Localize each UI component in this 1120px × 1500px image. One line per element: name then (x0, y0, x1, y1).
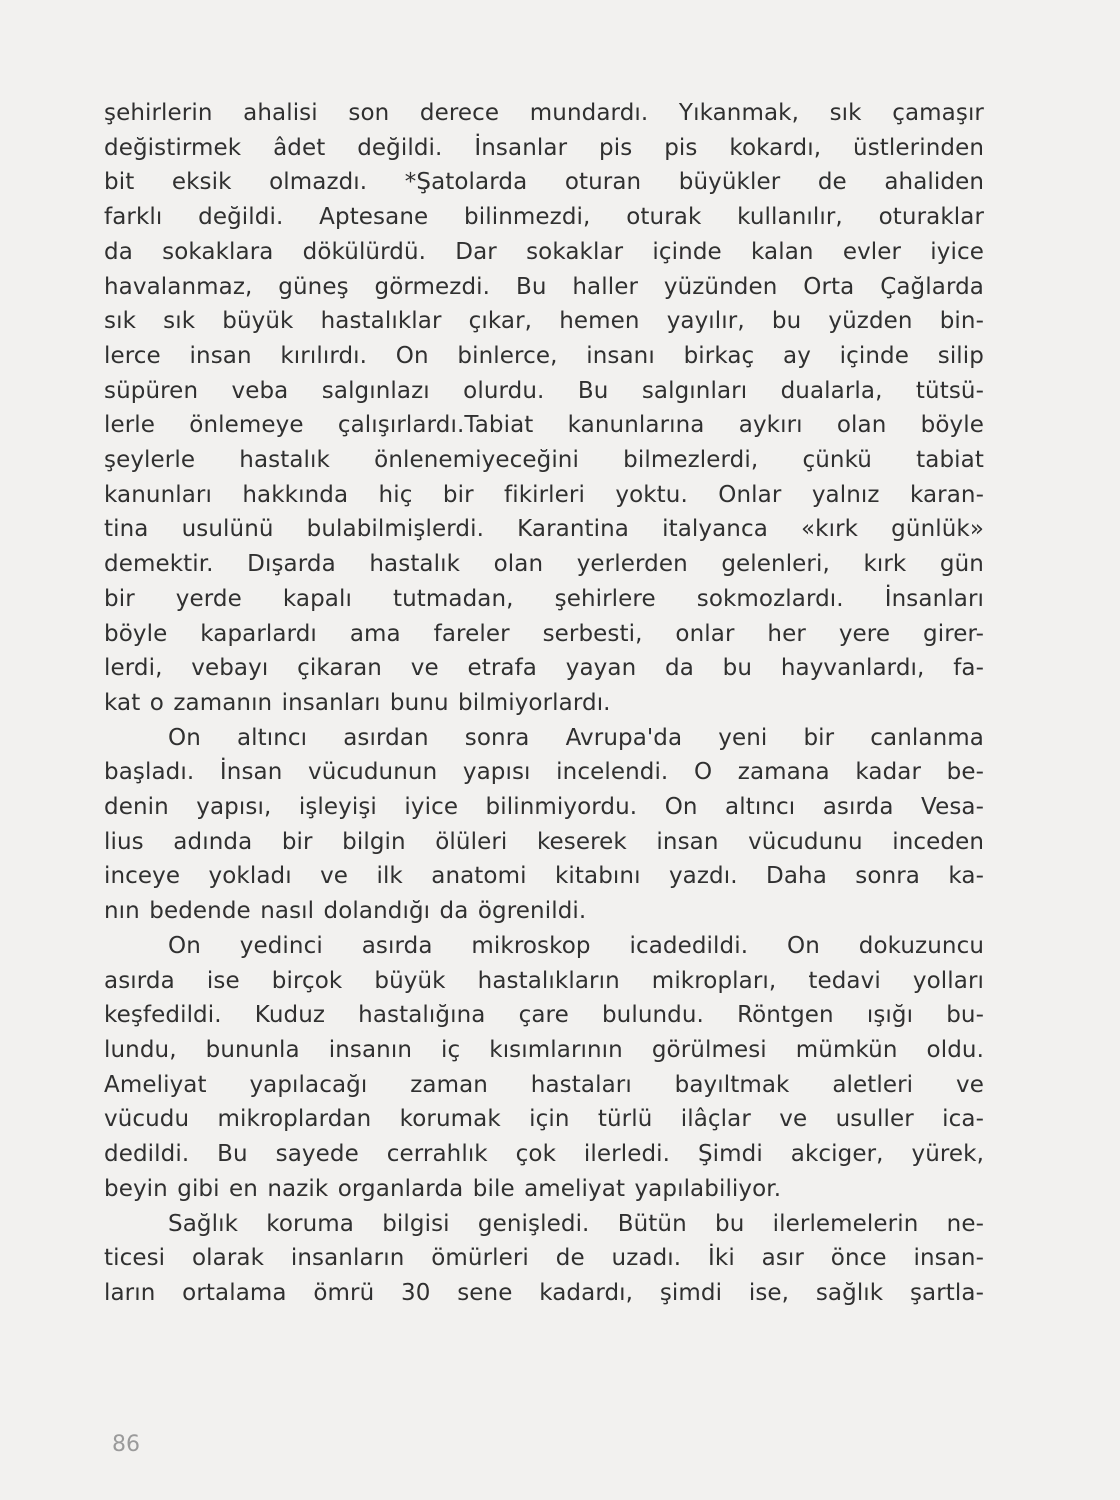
text-line: lius adında bir bilgin ölüleri keserek insan vücudunu inceden (104, 828, 984, 855)
paragraph-start-line: Sağlık koruma bilgisi genişledi. Bütün bu ilerlemelerin ne- (168, 1210, 984, 1237)
text-line: tina usulünü bulabilmişlerdi. Karantina italyanca «kırk günlük» (104, 516, 984, 543)
text-line: şehirlerin ahalisi son derece mundardı. Yıkanmak, sık çamaşır (104, 100, 984, 126)
text-line: farklı değildi. Aptesane bilinmezdi, oturak kullanılır, oturaklar (104, 204, 984, 231)
text-line: dedildi. Bu sayede cerrahlık çok ilerledi. Şimdi akciger, yürek, (104, 1141, 984, 1168)
text-line: başladı. İnsan vücudunun yapısı incelendi. O zamana kadar be- (104, 759, 984, 786)
text-line: beyin gibi en nazik organlarda bile ameliyat yapılabiliyor. (104, 1175, 782, 1202)
text-line: ticesi olarak insanların ömürleri de uzadı. İki asır önce insan- (104, 1245, 984, 1272)
text-line: kat o zamanın insanları bunu bilmiyorlardı. (104, 689, 611, 716)
text-line: süpüren veba salgınlazı olurdu. Bu salgınları dualarla, tütsü- (104, 377, 984, 404)
text-line: bit eksik olmazdı. *Şatolarda oturan büyükler de ahaliden (104, 169, 984, 196)
page-number: 86 (112, 1432, 140, 1457)
text-line: sık sık büyük hastalıklar çıkar, hemen yayılır, bu yüzden bin- (104, 308, 984, 335)
text-line: kanunları hakkında hiç bir fikirleri yoktu. Onlar yalnız karan- (104, 481, 984, 508)
text-line: nın bedende nasıl dolandığı da ögrenildi. (104, 898, 587, 925)
text-line: asırda ise birçok büyük hastalıkların mikropları, tedavi yolları (104, 967, 984, 994)
text-line: vücudu mikroplardan korumak için türlü ilâçlar ve usuller ica- (104, 1106, 984, 1133)
paragraph-start-line: On altıncı asırdan sonra Avrupa'da yeni bir canlanma (168, 724, 984, 751)
text-line: şeylerle hastalık önlenemiyeceğini bilmezlerdi, çünkü tabiat (104, 447, 984, 474)
text-line: demektir. Dışarda hastalık olan yerlerden gelenleri, kırk gün (104, 551, 984, 578)
text-line: keşfedildi. Kuduz hastalığına çare bulundu. Röntgen ışığı bu- (104, 1002, 984, 1029)
text-line: ların ortalama ömrü 30 sene kadardı, şimdi ise, sağlık şartla- (104, 1279, 984, 1306)
text-line: inceye yokladı ve ilk anatomi kitabını yazdı. Daha sonra ka- (104, 863, 984, 890)
text-line: lerce insan kırılırdı. On binlerce, insanı birkaç ay içinde silip (104, 342, 984, 369)
text-line: da sokaklara dökülürdü. Dar sokaklar içinde kalan evler iyice (104, 238, 984, 265)
text-line: değistirmek âdet değildi. İnsanlar pis pis kokardı, üstlerinden (104, 134, 984, 161)
text-line: böyle kaparlardı ama fareler serbesti, onlar her yere girer- (104, 620, 984, 647)
body-text (104, 96, 984, 1311)
text-line: havalanmaz, güneş görmezdi. Bu haller yüzünden Orta Çağlarda (104, 273, 984, 300)
text-line: denin yapısı, işleyişi iyice bilinmiyordu. On altıncı asırda Vesa- (104, 794, 984, 821)
text-line: lundu, bununla insanın iç kısımlarının görülmesi mümkün oldu. (104, 1036, 984, 1063)
text-line: bir yerde kapalı tutmadan, şehirlere sokmozlardı. İnsanları (104, 585, 984, 612)
text-line: Ameliyat yapılacağı zaman hastaları bayıltmak aletleri ve (104, 1071, 984, 1098)
text-line: lerdi, vebayı çikaran ve etrafa yayan da bu hayvanlardı, fa- (104, 655, 984, 682)
text-line: lerle önlemeye çalışırlardı.Tabiat kanunlarına aykırı olan böyle (104, 412, 984, 439)
paragraph-start-line: On yedinci asırda mikroskop icadedildi. On dokuzuncu (168, 932, 984, 959)
